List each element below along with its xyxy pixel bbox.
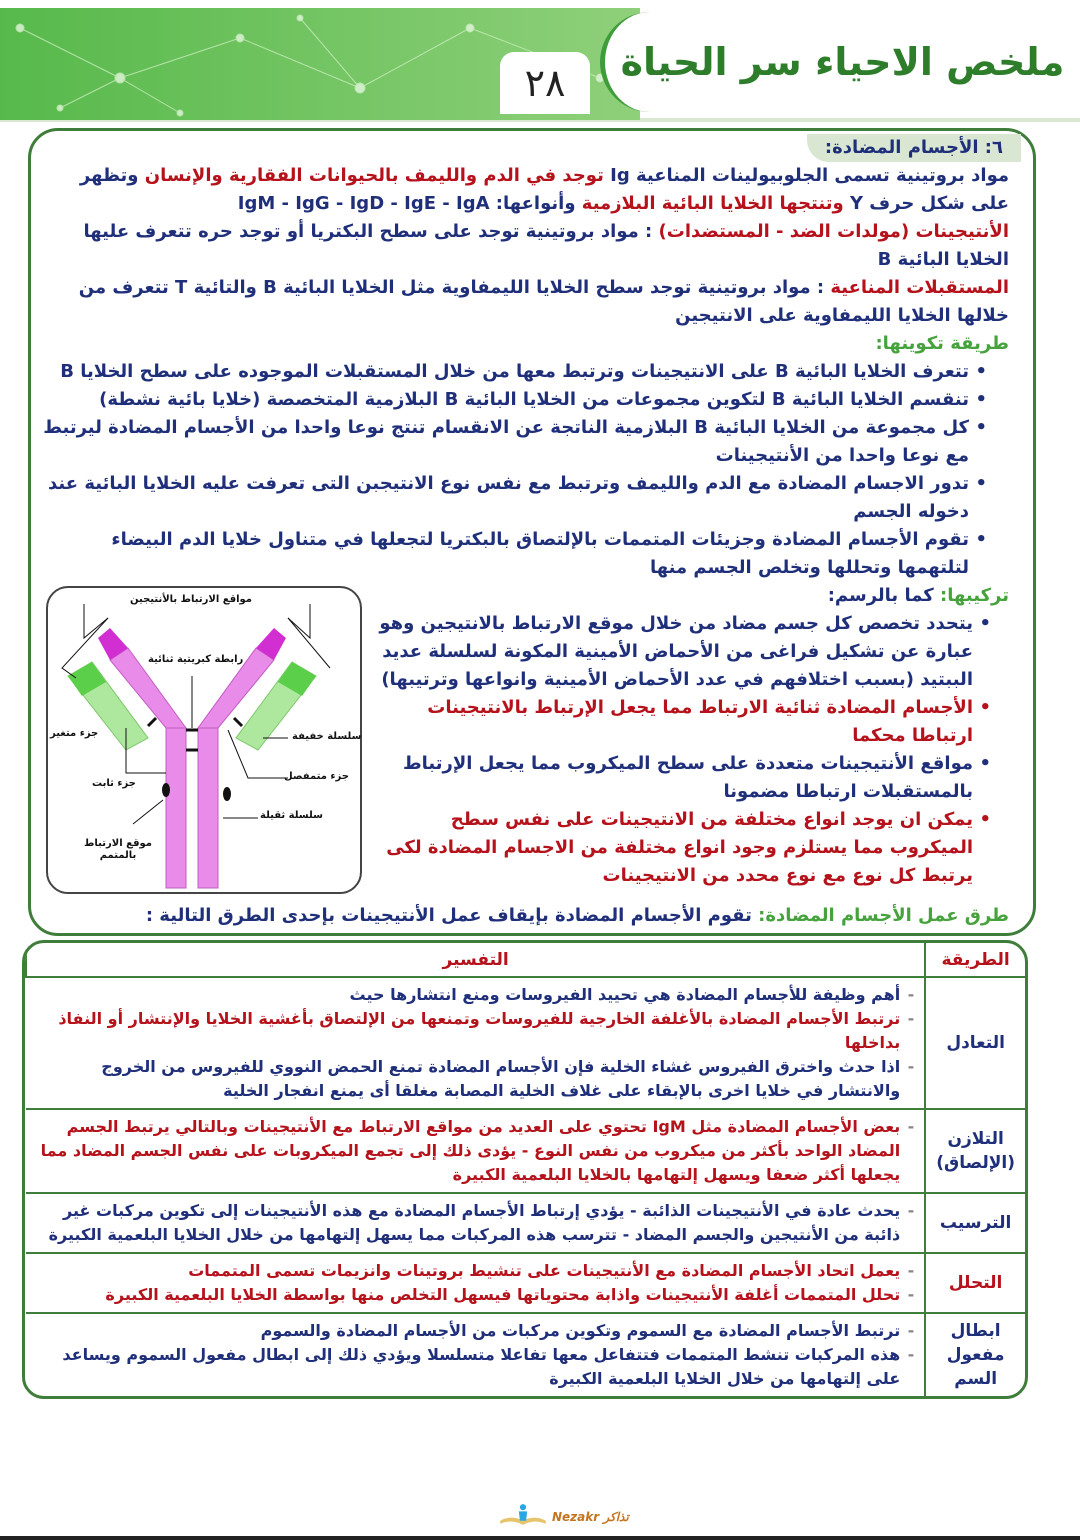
methods-intro: تقوم الأجسام المضادة بإيقاف عمل الأنتيجينات بإحدى الطرق التالية : — [145, 905, 752, 926]
method-explanation — [26, 977, 925, 1109]
explanation-item: - بعض الأجسام المضادة مثل IgM تحتوي على العديد من مواقع الارتباط مع الأنتيجينات وبالتالي يرتبط الجسم المضاد الواحد بأكثر من ميكروب من نفس النوع - يؤدى ذلك إلى تجمع الميكروبات على نفس الجسم المضاد مما يجعلها أكثر ضعفا ويسهل إلتهامها بالخلايا البلعمية الكبيرة — [36, 1115, 914, 1187]
explanation-item: - اذا حدث واخترق الفيروس غشاء الخلية فإن الأجسام المضادة تمنع الحمض النووي للفيروس من الخروج والانتشار في خلايا اخرى بالإبقاء على غلاف الخلية المصابة مغلقا أى يمنع انفجار الخلية — [36, 1055, 914, 1103]
page-number: ٢٨ — [500, 52, 590, 114]
definition-text: : مواد بروتينية توجد سطح الخلايا الليمفاوية مثل الخلايا البائية B والتائية T تتعرف من خلالها الخلايا الليمفاوية على الانتيجين — [78, 277, 1009, 326]
explanation-item: - تحلل المتممات أغلفة الأنتيجينات واذابة محتوياتها فيسهل التخلص منها بواسطة الخلايا البلعمية الكبيرة — [36, 1283, 914, 1307]
methods-table — [22, 940, 1028, 1399]
explanation-item: - ترتبط الأجسام المضادة بالأغلفة الخارجية للفيروسات وتمنعها من الإلتصاق بأغشية الخلايا والإنتشار أو النفاذ بداخلها — [36, 1007, 914, 1055]
method-name: الترسيب — [925, 1193, 1025, 1253]
table-row — [26, 1109, 1025, 1193]
watermark-latin: Nezakr — [552, 1510, 600, 1524]
table-header-row — [26, 943, 1025, 977]
structure-list — [36, 610, 1021, 890]
label-hinge: جزء متمفصل — [284, 771, 349, 782]
structure-heading: تركيبها: — [940, 585, 1009, 606]
definition-paragraph — [46, 218, 1009, 274]
structure-subheading: كما بالرسم: — [827, 585, 934, 606]
formation-bullet: • تقوم الأجسام المضادة وجزيئات المتممات بالإلتصاق بالبكتريا لتجعلها في متناول خلايا الدم البيضاء لتلتهمها وتحللها وتخلص الجسم منها — [36, 526, 991, 582]
method-explanation — [26, 1193, 925, 1253]
structure-bullet: • مواقع الأنتيجينات متعددة على سطح الميكروب مما يجعل الإرتباط بالمستقبلات ارتباطا مضمونا — [36, 750, 995, 806]
definition-text: الأنتيجينات (مولدات الضد - المستضدات) — [658, 221, 1009, 242]
structure-bullet: • يتحدد تخصص كل جسم مضاد من خلال موقع الارتباط بالانتيجين وهو عبارة عن تشكيل فراغى من الأحماض الأمينية المكونة لسلسلة عديد الببتيد (بسبب اختلافهم في عدد الأحماض الأمينية وانواعها وترتيبها) — [36, 610, 995, 694]
definition-text: وتظهر على شكل حرف Y — [79, 165, 1009, 214]
table-row — [26, 1253, 1025, 1313]
page-title: ملخص الاحياء سر الحياة — [620, 40, 1065, 84]
definition-text: بالحيوانات الفقارية والإنسان — [138, 165, 399, 186]
explanation-item: - أهم وظيفة للأجسام المضادة هي تحييد الفيروسات ومنع انتشارها حيث — [36, 983, 914, 1007]
methods-heading-row — [36, 898, 1021, 930]
label-disulfide-bond: رابطة كبريتية ثنائية — [148, 654, 244, 665]
formation-bullet: • تنقسم الخلايا البائية B لتكوين مجموعات من الخلايا البائية B البلازمية المتخصصة (خلايا بائية نشطة) — [36, 386, 991, 414]
structure-bullet: • الأجسام المضادة ثنائية الارتباط مما يجعل الإرتباط بالانتيجينات ارتباطا محكما — [36, 694, 995, 750]
formation-list — [36, 358, 1021, 582]
method-name: التلازن (الإلصاق) — [925, 1109, 1025, 1193]
bottom-bar — [0, 1536, 1080, 1540]
definitions — [36, 162, 1021, 330]
table-row — [26, 1313, 1025, 1396]
label-light-chain: سلسلة خفيفة — [292, 731, 362, 742]
explanation-item: - ترتبط الأجسام المضادة مع السموم وتكوين مركبات من الأجسام المضادة والسموم — [36, 1319, 914, 1343]
methods-heading: طرق عمل الأجسام المضادة: — [758, 905, 1009, 926]
method-explanation — [26, 1313, 925, 1396]
watermark-arabic: تذاكر — [603, 1510, 629, 1524]
label-constant-part: جزء ثابت — [92, 778, 136, 789]
explanation-item: - يحدث عادة في الأنتيجينات الذائبة - يؤدي إرتباط الأجسام المضادة مع هذه الأنتيجينات إلى تكوين مركبات غير ذائبة من الأنتيجين والجسم المضاد - تترسب هذه المركبات مما يسهل إلتهامها من خلال الخلايا البلعمية الكبيرة — [36, 1199, 914, 1247]
section-heading: ٦: الأجسام المضادة: — [807, 134, 1021, 162]
formation-bullet: • كل مجموعة من الخلايا البائية B البلازمية الناتجة عن الانقسام تنتج نوعا واحدا من الأجسام المضادة ليرتبط مع نوعا واحدا من الأنتيجينات — [36, 414, 991, 470]
definition-paragraph — [46, 274, 1009, 330]
label-complement-site: موقع الارتباط بالمتمم — [84, 838, 152, 861]
watermark-text — [552, 1510, 629, 1524]
formation-heading: طريقة تكوينها: — [875, 333, 1009, 354]
label-heavy-chain: سلسلة ثقيلة — [260, 810, 323, 821]
definition-text: مواد بروتينية تسمى الجلوبيولينات المناعية Ig — [603, 165, 1009, 186]
method-name: التعادل — [925, 977, 1025, 1109]
method-explanation — [26, 1253, 925, 1313]
table-row — [26, 977, 1025, 1109]
definition-text: : مواد بروتينية توجد على سطح البكتريا أو توجد حره تتعرف عليها الخلايا البائية B — [83, 221, 1009, 270]
main-content — [36, 134, 1021, 930]
formation-bullet: • تدور الاجسام المضادة مع الدم والليمف وترتبط مع نفس نوع الانتيجبن التى تعرفت عليه الخلايا البائية عند دخوله الجسم — [36, 470, 991, 526]
label-variable-part: جزء متغير — [50, 728, 99, 739]
method-explanation — [26, 1109, 925, 1193]
method-name: التحلل — [925, 1253, 1025, 1313]
definition-text: المستقبلات المناعية — [830, 277, 1009, 298]
definition-paragraph — [46, 162, 1009, 218]
label-binding-sites: مواقع الارتباط بالأنتيجين — [130, 594, 253, 605]
definition-text: توجد في الدم والليمف — [398, 165, 604, 186]
explanation-item: - هذه المركبات تنشط المتممات فتتفاعل معها تفاعلا متسلسلا ويؤدي ذلك إلى ابطال مفعول السموم ويساعد على إلتهامها من خلال الخلايا البلعمية الكبيرة — [36, 1343, 914, 1391]
definition-text: وأنواعها: IgM - IgG - IgD - IgE - IgA — [237, 193, 576, 214]
explanation-item: - يعمل اتحاد الأجسام المضادة مع الأنتيجينات على تنشيط بروتينات وانزيمات تسمى المتممات — [36, 1259, 914, 1283]
formation-bullet: • تتعرف الخلايا البائية B على الانتيجينات وترتبط معها من خلال المستقبلات الموجوده على سطح الخلايا B — [36, 358, 991, 386]
structure-section — [36, 582, 1021, 890]
column-explanation: التفسير — [26, 943, 925, 977]
column-method: الطريقة — [925, 943, 1025, 977]
method-name: ابطال مفعول السم — [925, 1313, 1025, 1396]
table-row — [26, 1193, 1025, 1253]
page-header — [0, 0, 1080, 122]
title-box — [600, 12, 1080, 112]
definition-text: وتنتجها الخلايا البائية البلازمية — [575, 193, 844, 214]
nezakr-logo-icon — [498, 1500, 548, 1530]
structure-bullet: • يمكن ان يوجد انواع مختلفة من الانتيجينات على نفس سطح الميكروب مما يستلزم وجود انواع مختلفة من الاجسام المضادة لكى يرتبط كل نوع مع نوع محدد من الانتيجينات — [36, 806, 995, 890]
